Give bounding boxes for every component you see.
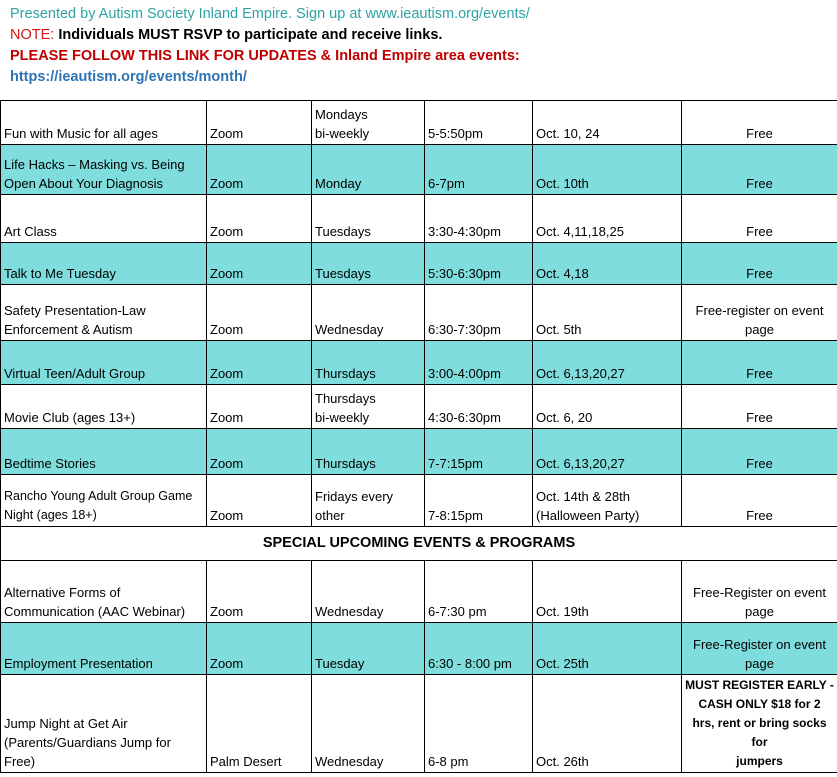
- event-name: [1, 429, 207, 475]
- event-day: [312, 475, 425, 527]
- event-date: [533, 285, 682, 341]
- table-row: [1, 195, 837, 243]
- cell-line: (Parents/Guardians Jump for Free): [4, 735, 171, 769]
- event-day: [312, 385, 425, 429]
- cell-line: Oct. 4,11,18,25: [536, 224, 624, 239]
- event-name: [1, 475, 207, 527]
- event-date: [533, 561, 682, 623]
- cell-line: Monday: [315, 176, 362, 191]
- event-day: [312, 623, 425, 675]
- table-row: [1, 623, 837, 675]
- event-cost: [682, 101, 837, 145]
- event-time: 3:00-4:00pm: [425, 341, 533, 385]
- event-time: 5-5:50pm: [425, 101, 533, 145]
- cell-line: Mondays: [315, 107, 368, 122]
- table-row: [1, 145, 837, 195]
- event-day: [312, 341, 425, 385]
- cell-line: jumpers: [736, 754, 783, 768]
- presented-by-line: Presented by Autism Society Inland Empire. Sign up at www.ieautism.org/events/: [10, 6, 530, 22]
- event-location: Zoom: [207, 341, 312, 385]
- event-location: Zoom: [207, 429, 312, 475]
- cell-line: Safety Presentation-Law: [4, 303, 146, 318]
- cell-line: Tuesday: [315, 656, 365, 671]
- event-day: [312, 285, 425, 341]
- cell-line: Communication (AAC Webinar): [4, 604, 186, 619]
- cell-line: bi-weekly: [315, 410, 370, 425]
- cell-line: Wednesday: [315, 322, 384, 337]
- cell-line: Oct. 25th: [536, 656, 589, 671]
- event-location: Zoom: [207, 101, 312, 145]
- event-location: Zoom: [207, 475, 312, 527]
- event-cost: [682, 429, 837, 475]
- special-events-heading-row: [1, 527, 837, 561]
- cell-line: Jump Night at Get Air: [4, 716, 128, 731]
- events-table: [0, 100, 837, 773]
- event-day: [312, 429, 425, 475]
- event-time: 3:30-4:30pm: [425, 195, 533, 243]
- cell-line: hrs, rent or bring socks for: [692, 716, 827, 749]
- event-cost: [682, 675, 837, 773]
- event-location: Zoom: [207, 195, 312, 243]
- cell-line: Oct. 6,13,20,27: [536, 456, 625, 471]
- cell-line: Free-Register on event: [693, 637, 826, 652]
- cell-line: Rancho Young Adult Group Game: [4, 489, 193, 503]
- cell-line: Free: [746, 456, 773, 471]
- cell-line: Free: [746, 266, 773, 281]
- cell-line: MUST REGISTER EARLY -: [685, 678, 834, 692]
- cell-line: Tuesdays: [315, 266, 371, 281]
- cell-line: Free: [746, 366, 773, 381]
- event-cost: [682, 145, 837, 195]
- cell-line: Wednesday: [315, 754, 384, 769]
- cell-line: page: [745, 604, 774, 619]
- flyer-header: [10, 4, 830, 88]
- event-day: [312, 101, 425, 145]
- event-time: 5:30-6:30pm: [425, 243, 533, 285]
- event-time: 6-7:30 pm: [425, 561, 533, 623]
- event-date: [533, 623, 682, 675]
- cell-line: Virtual Teen/Adult Group: [4, 366, 146, 381]
- rsvp-note-line: [10, 25, 830, 46]
- event-date: [533, 195, 682, 243]
- event-location: Zoom: [207, 385, 312, 429]
- cell-line: Thursdays: [315, 456, 376, 471]
- event-time: 6:30 - 8:00 pm: [425, 623, 533, 675]
- note-text: Individuals MUST RSVP to participate and receive links.: [54, 27, 443, 43]
- cell-line: Oct. 6,13,20,27: [536, 366, 625, 381]
- event-location: Zoom: [207, 243, 312, 285]
- events-table-body: [1, 101, 837, 773]
- event-cost: [682, 385, 837, 429]
- cell-line: Thursdays: [315, 366, 376, 381]
- event-cost: [682, 243, 837, 285]
- cell-line: Free: [746, 126, 773, 141]
- event-name: [1, 341, 207, 385]
- event-location: Palm Desert: [207, 675, 312, 773]
- cell-line: Employment Presentation: [4, 656, 153, 671]
- table-row: [1, 243, 837, 285]
- event-name: [1, 561, 207, 623]
- updates-line: PLEASE FOLLOW THIS LINK FOR UPDATES & Inland Empire area events:: [10, 48, 520, 64]
- cell-line: Oct. 5th: [536, 322, 582, 337]
- event-date: [533, 385, 682, 429]
- event-date: [533, 341, 682, 385]
- cell-line: Enforcement & Autism: [4, 322, 133, 337]
- event-date: [533, 475, 682, 527]
- cell-line: Alternative Forms of: [4, 585, 121, 600]
- event-date: [533, 101, 682, 145]
- event-date: [533, 429, 682, 475]
- event-name: [1, 675, 207, 773]
- event-time: 7-7:15pm: [425, 429, 533, 475]
- cell-line: Talk to Me Tuesday: [4, 266, 116, 281]
- cell-line: Oct. 4,18: [536, 266, 589, 281]
- table-row: [1, 429, 837, 475]
- event-time: 6-8 pm: [425, 675, 533, 773]
- event-location: Zoom: [207, 145, 312, 195]
- event-name: [1, 101, 207, 145]
- cell-line: Open About Your Diagnosis: [4, 176, 164, 191]
- cell-line: Night (ages 18+): [4, 508, 97, 522]
- event-name: [1, 243, 207, 285]
- cell-line: Fun with Music for all ages: [4, 126, 158, 141]
- event-location: Zoom: [207, 285, 312, 341]
- event-name: [1, 195, 207, 243]
- event-cost: [682, 475, 837, 527]
- note-label: NOTE:: [10, 27, 55, 43]
- event-time: 4:30-6:30pm: [425, 385, 533, 429]
- cell-line: Free: [746, 508, 773, 523]
- event-cost: [682, 623, 837, 675]
- table-row: [1, 101, 837, 145]
- cell-line: Art Class: [4, 224, 57, 239]
- cell-line: Oct. 19th: [536, 604, 589, 619]
- event-cost: [682, 341, 837, 385]
- cell-line: Tuesdays: [315, 224, 371, 239]
- event-name: [1, 145, 207, 195]
- cell-line: Oct. 14th & 28th: [536, 489, 630, 504]
- cell-line: (Halloween Party): [536, 508, 640, 523]
- table-row: [1, 285, 837, 341]
- event-time: 7-8:15pm: [425, 475, 533, 527]
- special-events-heading: SPECIAL UPCOMING EVENTS & PROGRAMS: [1, 527, 837, 561]
- event-location: Zoom: [207, 623, 312, 675]
- cell-line: bi-weekly: [315, 126, 370, 141]
- event-day: [312, 145, 425, 195]
- event-date: [533, 145, 682, 195]
- event-day: [312, 675, 425, 773]
- event-name: [1, 623, 207, 675]
- cell-line: Movie Club (ages 13+): [4, 410, 136, 425]
- table-row: [1, 341, 837, 385]
- cell-line: Thursdays: [315, 391, 376, 406]
- event-date: [533, 243, 682, 285]
- event-time: 6:30-7:30pm: [425, 285, 533, 341]
- cell-line: Oct. 6, 20: [536, 410, 593, 425]
- table-row: [1, 385, 837, 429]
- event-cost: [682, 285, 837, 341]
- cell-line: Oct. 10, 24: [536, 126, 600, 141]
- cell-line: page: [745, 656, 774, 671]
- cell-line: other: [315, 508, 345, 523]
- event-cost: [682, 195, 837, 243]
- cell-line: page: [745, 322, 774, 337]
- event-cost: [682, 561, 837, 623]
- cell-line: Free: [746, 410, 773, 425]
- table-row: [1, 675, 837, 773]
- cell-line: Wednesday: [315, 604, 384, 619]
- cell-line: Free: [746, 224, 773, 239]
- event-date: [533, 675, 682, 773]
- table-row: [1, 561, 837, 623]
- event-day: [312, 195, 425, 243]
- events-link[interactable]: https://ieautism.org/events/month/: [10, 69, 247, 85]
- cell-line: Fridays every: [315, 489, 394, 504]
- cell-line: Oct. 26th: [536, 754, 589, 769]
- event-name: [1, 385, 207, 429]
- cell-line: Bedtime Stories: [4, 456, 96, 471]
- cell-line: CASH ONLY $18 for 2: [698, 697, 821, 711]
- event-day: [312, 561, 425, 623]
- cell-line: Free-register on event: [695, 303, 824, 318]
- cell-line: Free: [746, 176, 773, 191]
- table-row: [1, 475, 837, 527]
- event-location: Zoom: [207, 561, 312, 623]
- event-day: [312, 243, 425, 285]
- event-name: [1, 285, 207, 341]
- cell-line: Free-Register on event: [693, 585, 826, 600]
- event-time: 6-7pm: [425, 145, 533, 195]
- cell-line: Oct. 10th: [536, 176, 589, 191]
- cell-line: Life Hacks – Masking vs. Being: [4, 157, 185, 172]
